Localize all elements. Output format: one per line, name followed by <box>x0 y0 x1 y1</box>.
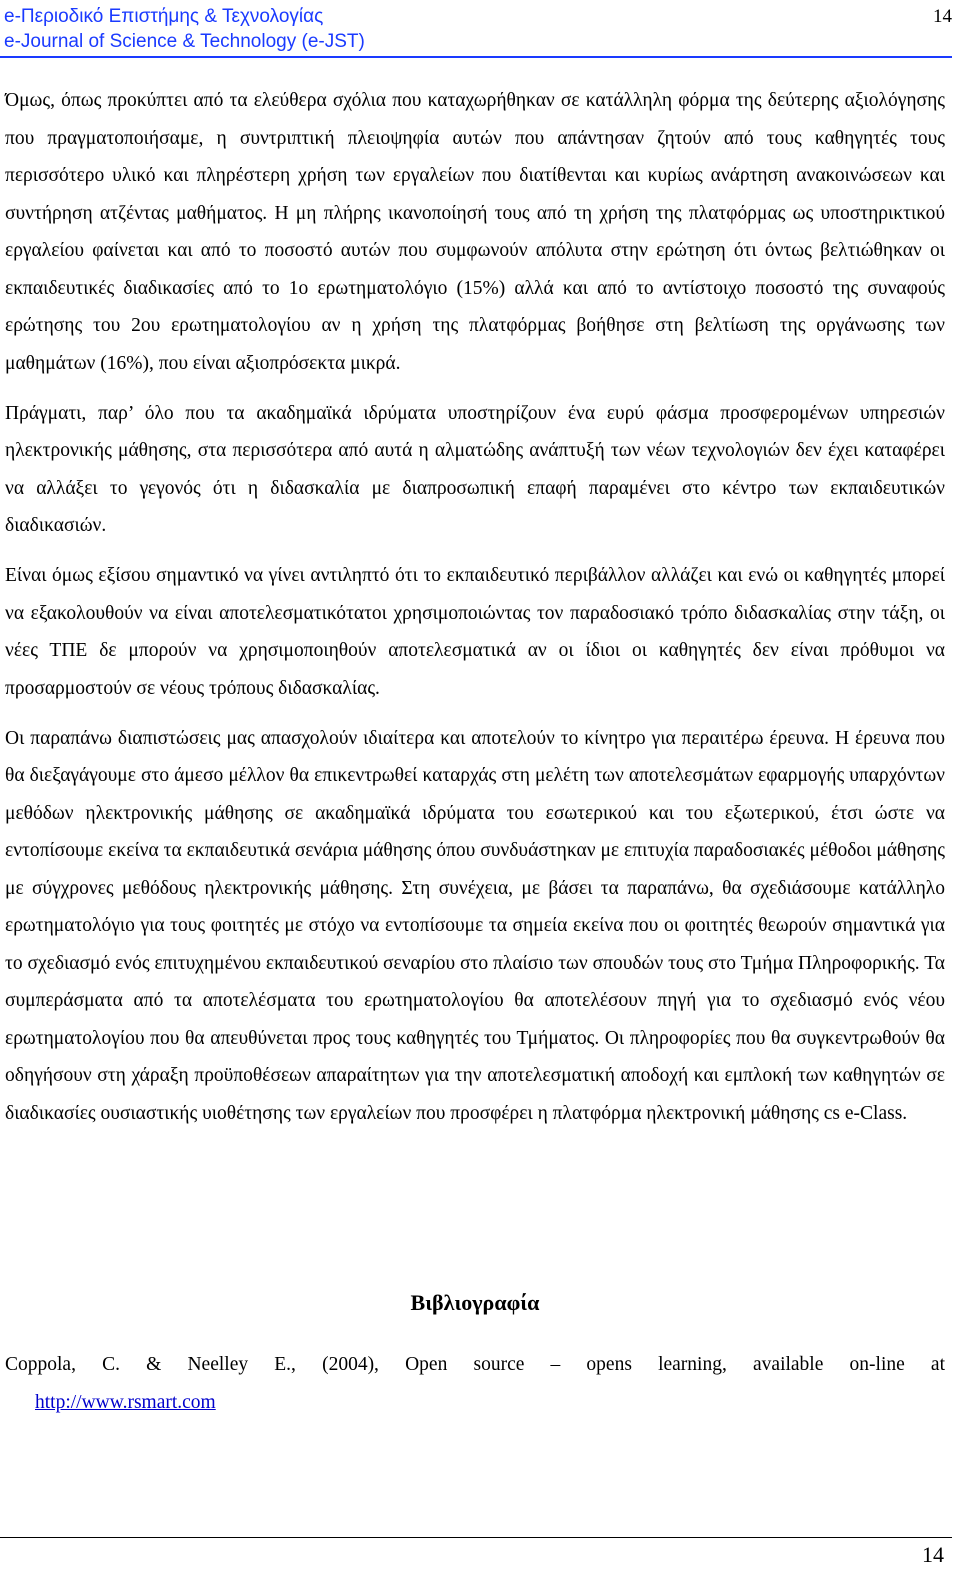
bibliography-link[interactable]: http://www.rsmart.com <box>35 1391 216 1413</box>
footer-page-number: 14 <box>922 1542 944 1567</box>
footer-divider <box>0 1537 952 1538</box>
paragraph-4: Οι παραπάνω διαπιστώσεις μας απασχολούν ιδιαίτερα και αποτελούν το κίνητρο για περαιτέρω έρευνα. Η έρευνα που θα διεξαγάγουμε στο άμεσο μέλλον θα επικεντρωθεί καταρχάς στη μελέτη των αποτελεσμάτων εφαρμογής υπαρχόντων μεθόδων ηλεκτρονικής μάθησης σε ακαδημαϊκά ιδρύματα του εσωτερικού και του εξωτερικού, έτσι ώστε να εντοπίσουμε εκείνα τα εκπαιδευτικά σενάρια μάθησης όπου συνδυάστηκαν με επιτυχία παραδοσιακές μέθοδοι μάθησης με σύγχρονες μεθόδους ηλεκτρονικής μάθησης. Στη συνέχεια, με βάσει τα παραπάνω, θα σχεδιάσουμε κατάλληλο ερωτηματολόγιο για τους φοιτητές με στόχο να εντοπίσουμε τα σημεία εκείνα που οι φοιτητές θεωρούν σημαντικά για το σχεδιασμό ενός επιτυχημένου εκπαιδευτικού σεναρίου στο πλαίσιο των σπουδών τους στο Τμήμα Πληροφορικής. Τα συμπεράσματα από τα αποτελέσματα του ερωτηματολογίου θα αποτελέσουν πηγή για το σχεδιασμό ενός νέου ερωτηματολογίου που θα απευθύνεται προς τους καθηγητές του Τμήματος. Οι πληροφορίες που θα συγκεντρωθούν θα οδηγήσουν στη χάραξη προϋποθέσεων απαραίτητων για την αποτελεσματική αποδοχή και εμπλοκή των καθηγητών σε διαδικασίες ουσιαστικής υιοθέτησης των εργαλείων που προσφέρει η πλατφόρμα ηλεκτρονική μάθησης cs e-Class. <box>5 727 945 1124</box>
paragraph-1: Όμως, όπως προκύπτει από τα ελεύθερα σχόλια που καταχωρήθηκαν σε κατάλληλη φόρμα της δεύτερης αξιολόγησης που πραγματοποιήσαμε, η συντριπτική πλειοψηφία αυτών που απάντησαν ζητούν από τους καθηγητές τους περισσότερο υλικό και πληρέστερη χρήση των εργαλείων που διατίθενται και κυρίως ανάρτηση ανακοινώσεων και συντήρηση ατζέντας μαθήματος. Η μη πλήρης ικανοποίησή τους από τη χρήση της πλατφόρμας ως υποστηρικτικού εργαλείου φαίνεται και από το ποσοστό αυτών που συμφωνούν απόλυτα στην ερώτηση ότι όντως βελτιώθηκαν οι εκπαιδευτικές διαδικασίες από το 1ο ερωτηματολόγιο (15%) αλλά και από το αντίστοιχο ποσοστό της συναφούς ερώτησης του 2ου ερωτηματολογίου αν η χρήση της πλατφόρμας βοήθησε στη βελτίωση της οργάνωσης των μαθημάτων (16%), που είναι αξιοπρόσεκτα μικρά. <box>5 90 945 374</box>
bibliography-entry-text: Coppola, C. & Neelley E., (2004), Open source – opens learning, available on-line at <box>5 1354 945 1375</box>
bibliography-heading: Βιβλιογραφία <box>410 1290 540 1315</box>
bibliography-entry <box>5 1346 945 1421</box>
page-header <box>0 0 960 60</box>
paragraph-3: Είναι όμως εξίσου σημαντικό να γίνει αντιληπτό ότι το εκπαιδευτικό περιβάλλον αλλάζει και ενώ οι καθηγητές μπορεί να εξακολουθούν να είναι αποτελεσματικότατοι χρησιμοποιώντας τον παραδοσιακό τρόπο διδασκαλίας στην τάξη, οι νέες ΤΠΕ δε μπορούν να χρησιμοποιηθούν αποτελεσματικά αν οι ίδιοι οι καθηγητές δεν είναι πρόθυμοι να προσαρμοστούν σε νέους τρόπους διδασκαλίας. <box>5 565 945 699</box>
journal-title-greek: e-Περιοδικό Επιστήμης & Τεχνολογίας <box>4 6 324 27</box>
journal-title-english: e-Journal of Science & Technology (e-JST) <box>4 31 365 52</box>
paragraph-2: Πράγματι, παρ’ όλο που τα ακαδημαϊκά ιδρύματα υποστηρίζουν ένα ευρύ φάσμα προσφερομένων υπηρεσιών ηλεκτρονικής μάθησης, στα περισσότερα από αυτά η αλματώδης ανάπτυξή των νέων τεχνολογιών δεν έχει καταφέρει να αλλάξει το γεγονός ότι η διδασκαλία με διαπροσωπική επαφή παραμένει στο κέντρο των εκπαιδευτικών διαδικασιών. <box>5 402 945 536</box>
header-divider <box>0 56 952 58</box>
bibliography-link-line <box>5 1384 945 1422</box>
body-text <box>5 82 945 1145</box>
header-page-number: 14 <box>933 6 952 27</box>
